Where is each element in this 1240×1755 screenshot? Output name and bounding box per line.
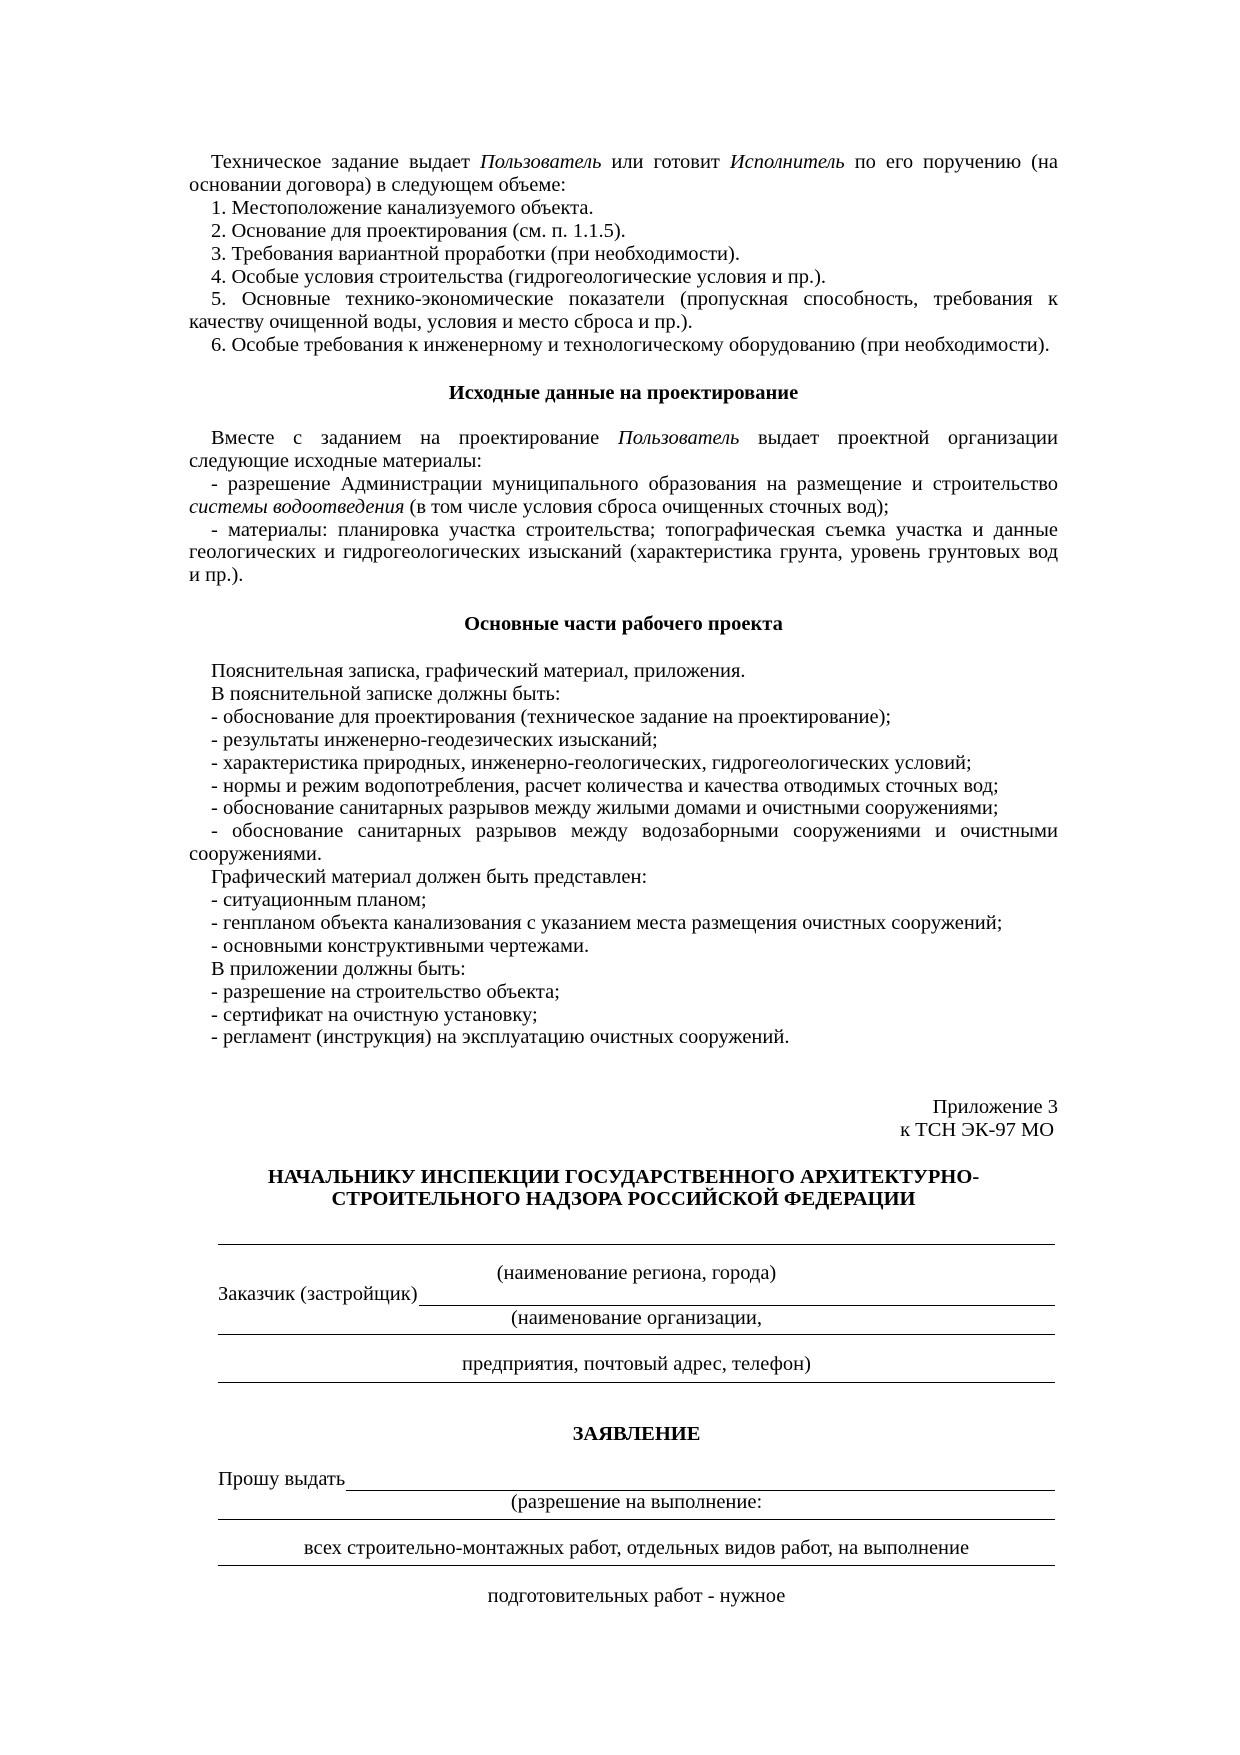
text-line <box>189 1026 1058 1049</box>
blank-line <box>218 1553 1055 1566</box>
paragraph <box>189 660 1058 683</box>
paragraph <box>189 334 1058 357</box>
emphasis-text: Исполнитель <box>729 151 845 173</box>
org-address-field[interactable] <box>218 1370 1055 1393</box>
text-segment: - разрешение Администрации муниципального образования на размещение и строительство <box>211 472 1058 495</box>
text-line <box>189 706 1058 729</box>
text-segment: - обоснование санитарных разрывов между жилыми домами и очистными сооружениями; <box>211 797 999 820</box>
paragraph <box>189 729 1058 752</box>
paragraph <box>189 197 1058 220</box>
heading-project-parts: Основные части рабочего проекта <box>464 613 783 635</box>
text-segment: 3. Требования вариантной проработки (при необходимости). <box>211 242 740 265</box>
text-segment: - обоснование санитарных разрывов между водозаборными сооружениями и очистными <box>211 820 1058 843</box>
text-segment: - ситуационным планом; <box>211 889 427 912</box>
text-line <box>189 151 1058 174</box>
text-segment: 1. Местоположение канализуемого объекта. <box>211 196 594 219</box>
text-line <box>189 334 1058 357</box>
blank-line <box>218 1507 1055 1520</box>
text-segment: и пр.). <box>189 564 244 587</box>
text-segment: Вместе с заданием на проектирование <box>211 427 618 449</box>
request-caption-2: всех строительно-монтажных работ, отдельных видов работ, на выполнение <box>303 1537 970 1559</box>
text-line <box>189 220 1058 243</box>
text-segment: 6. Особые требования к инженерному и технологическому оборудованию (при необходимости). <box>211 334 1050 357</box>
text-line <box>189 496 1058 519</box>
paragraph <box>189 220 1058 243</box>
text-line <box>189 935 1058 958</box>
text-line <box>189 797 1058 820</box>
paragraph <box>189 151 1058 197</box>
paragraph <box>189 288 1058 334</box>
request-caption-3: подготовительных работ - нужное <box>487 1585 786 1607</box>
text-line <box>189 866 1058 889</box>
text-line <box>189 174 1058 197</box>
region-caption: (наименование региона, города) <box>496 1262 777 1284</box>
text-line <box>189 820 1058 843</box>
blank-line <box>218 1322 1055 1335</box>
paragraph <box>189 958 1058 981</box>
paragraph <box>189 519 1058 588</box>
addressee-line-1: НАЧАЛЬНИКУ ИНСПЕКЦИИ ГОСУДАРСТВЕННОГО АРХИТЕКТУРНО- <box>267 1166 980 1188</box>
text-segment: или готовит <box>601 151 730 173</box>
text-line <box>189 843 1058 866</box>
text-segment: - нормы и режим водопотребления, расчет количества и качества отводимых сточных вод; <box>211 774 999 797</box>
text-segment: Графический материал должен быть представлен: <box>211 866 648 889</box>
text-segment: Техническое задание выдает <box>211 151 480 173</box>
paragraph <box>189 866 1058 889</box>
text-line <box>189 541 1058 564</box>
text-line <box>189 981 1058 1004</box>
request-field[interactable] <box>346 1473 1055 1491</box>
text-segment: сооружениями. <box>189 843 322 866</box>
request-label: Прошу выдать <box>218 1467 346 1490</box>
text-segment: В приложении должны быть: <box>211 957 466 980</box>
text-line <box>189 427 1058 450</box>
text-segment: - материалы: планировка участка строительства; топографическая съемка участка и данные <box>211 518 1058 541</box>
text-line <box>189 1004 1058 1027</box>
text-segment: В пояснительной записке должны быть: <box>211 682 561 705</box>
section-initial-data <box>189 427 1058 587</box>
text-line <box>189 889 1058 912</box>
text-segment: Пояснительная записка, графический материал, приложения. <box>211 660 746 682</box>
text-segment: выдает проектной организации <box>739 427 1058 449</box>
text-segment: качеству очищенной воды, условия и место сброса и пр.). <box>189 311 693 334</box>
text-segment: 4. Особые условия строительства (гидрогеологические условия и пр.). <box>211 265 827 288</box>
text-segment: - регламент (инструкция) на эксплуатацию очистных сооружений. <box>211 1026 790 1049</box>
text-segment: - характеристика природных, инженерно-геологических, гидрогеологических условий; <box>211 751 972 774</box>
request-field-3[interactable] <box>218 1553 1055 1576</box>
region-field[interactable] <box>218 1232 1055 1255</box>
paragraph <box>189 243 1058 266</box>
paragraph <box>189 912 1058 935</box>
text-line <box>189 729 1058 752</box>
paragraph <box>189 473 1058 519</box>
paragraph <box>189 427 1058 473</box>
text-segment: геологических и гидрогеологических изысканий (характеристика грунта, уровень грунтовых вод <box>189 541 1058 564</box>
text-segment: по его поручению (на <box>844 151 1058 173</box>
text-line <box>189 243 1058 266</box>
request-row <box>218 1468 1055 1491</box>
blank-line <box>218 1370 1055 1383</box>
text-line <box>189 519 1058 542</box>
text-segment: - результаты инженерно-геодезических изысканий; <box>211 728 658 751</box>
text-line <box>189 450 1058 473</box>
text-line <box>189 288 1058 311</box>
text-line <box>189 660 1058 683</box>
paragraph <box>189 1026 1058 1049</box>
text-segment: - основными конструктивными чертежами. <box>211 934 590 957</box>
paragraph <box>189 266 1058 289</box>
paragraph <box>189 889 1058 912</box>
paragraph <box>189 683 1058 706</box>
text-line <box>189 564 1058 587</box>
paragraph <box>189 1004 1058 1027</box>
text-line <box>189 912 1058 935</box>
addressee-line-2: СТРОИТЕЛЬНОГО НАДЗОРА РОССИЙСКОЙ ФЕДЕРАЦИИ <box>331 1188 916 1210</box>
text-line <box>189 266 1058 289</box>
request-caption-1: (разрешение на выполнение: <box>510 1491 763 1513</box>
text-line <box>189 473 1058 496</box>
text-segment: - разрешение на строительство объекта; <box>211 980 560 1003</box>
text-line <box>189 683 1058 706</box>
paragraph <box>189 797 1058 820</box>
text-line <box>189 752 1058 775</box>
org-caption-1: (наименование организации, <box>510 1307 762 1329</box>
emphasis-text: Пользователь <box>617 427 740 449</box>
text-segment: (в том числе условия сброса очищенных сточных вод); <box>404 495 890 518</box>
section-tech-task <box>189 151 1058 357</box>
text-segment: - сертификат на очистную установку; <box>211 1003 538 1026</box>
text-segment: - обоснование для проектирования (техническое задание на проектирование); <box>211 705 892 728</box>
paragraph <box>189 752 1058 775</box>
section-project-parts <box>189 660 1058 1049</box>
blank-line <box>218 1232 1055 1245</box>
addressee-title <box>189 1166 1058 1210</box>
text-line <box>189 311 1058 334</box>
customer-label: Заказчик (застройщик) <box>218 1282 418 1305</box>
text-segment: - генпланом объекта канализования с указанием места размещения очистных сооружений; <box>211 911 1003 934</box>
emphasis-text: системы водоотведения <box>189 495 405 518</box>
text-segment: основании договора) в следующем объеме: <box>189 173 567 196</box>
paragraph <box>189 981 1058 1004</box>
appendix-number: Приложение 3 <box>932 1096 1058 1118</box>
text-segment: 2. Основание для проектирования (см. п. 1.1.5). <box>211 219 626 242</box>
heading-initial-data: Исходные данные на проектирование <box>448 382 799 404</box>
paragraph <box>189 935 1058 958</box>
text-segment: 5. Основные технико-экономические показатели (пропускная способность, требования к <box>211 288 1058 311</box>
appendix-label <box>900 1096 1058 1142</box>
org-field[interactable] <box>218 1322 1055 1345</box>
paragraph <box>189 775 1058 798</box>
appendix-reference: к ТСН ЭК-97 МО <box>900 1118 1054 1141</box>
text-line <box>189 958 1058 981</box>
org-caption-2: предприятия, почтовый адрес, телефон) <box>462 1353 811 1375</box>
statement-title: ЗАЯВЛЕНИЕ <box>572 1423 701 1445</box>
text-line <box>189 197 1058 220</box>
text-line <box>189 775 1058 798</box>
request-field-2[interactable] <box>218 1507 1055 1530</box>
paragraph <box>189 820 1058 866</box>
customer-row <box>218 1283 1055 1306</box>
text-segment: следующие исходные материалы: <box>189 449 483 472</box>
emphasis-text: Пользователь <box>479 151 602 173</box>
customer-field[interactable] <box>419 1288 1055 1306</box>
paragraph <box>189 706 1058 729</box>
